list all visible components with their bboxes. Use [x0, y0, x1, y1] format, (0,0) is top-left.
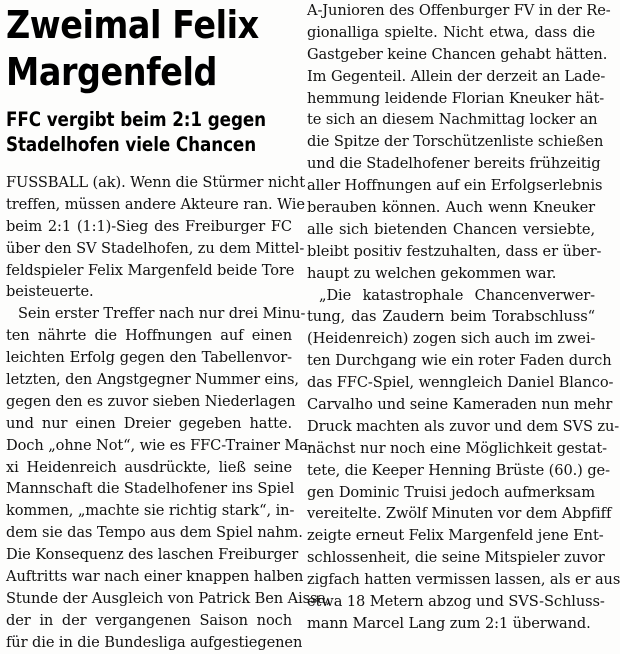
- text-line: aller Hoffnungen auf ein Erfolgserlebnis: [307, 177, 603, 195]
- text-line: berauben können. Auch wenn Kneuker: [307, 199, 595, 217]
- text-line: A-Junioren des Offenburger FV in der Re-: [307, 2, 611, 19]
- text-line: Carvalho und seine Kameraden nun mehr: [307, 396, 613, 414]
- text-line: über den SV Stadelhofen, zu dem Mittel-: [6, 239, 305, 257]
- text-line: leichten Erfolg gegen den Tabellenvor-: [6, 349, 292, 367]
- text-line: Gastgeber keine Chancen gehabt hätten.: [307, 45, 608, 63]
- text-line: Druck machten als zuvor und dem SVS zu-: [307, 417, 620, 435]
- text-line: vereitelte. Zwölf Minuten vor dem Abpfiff: [307, 505, 612, 523]
- text-line: „Die katastrophale Chancenverwer-: [319, 286, 595, 304]
- text-line: zeigte erneut Felix Margenfeld jene Ent-: [307, 527, 604, 545]
- right-column-body: [307, 0, 620, 635]
- text-line: kommen, „machte sie richtig stark“, in-: [6, 502, 295, 520]
- text-line: Doch „ohne Not“, wie es FFC-Trainer Ma-: [6, 436, 313, 454]
- text-line: hemmung leidende Florian Kneuker hät-: [307, 89, 605, 107]
- text-line: die Spitze der Torschützenliste schießen: [307, 133, 604, 151]
- text-line: FUSSBALL (ak). Wenn die Stürmer nicht: [6, 174, 305, 191]
- text-line: schlossenheit, die seine Mitspieler zuvor: [307, 549, 605, 567]
- text-line: und die Stadelhofener bereits frühzeitig: [307, 155, 601, 173]
- text-line: alle sich bietenden Chancen versiebte,: [307, 220, 595, 238]
- headline: [6, 2, 295, 96]
- text-line: gionalliga spielte. Nicht etwa, dass die: [307, 23, 595, 41]
- text-line: Die Konsequenz des laschen Freiburger: [6, 546, 299, 564]
- text-line: treffen, müssen andere Akteure ran. Wie: [6, 195, 305, 213]
- text-line: für die in die Bundesliga aufgestiegenen: [6, 633, 303, 651]
- text-line: tung, das Zaudern beim Torabschluss“: [307, 308, 595, 326]
- text-line: Im Gegenteil. Allein der derzeit an Lade-: [307, 67, 606, 85]
- headline-line-1: Zweimal Felix: [6, 3, 259, 47]
- text-line: das FFC-Spiel, wenngleich Daniel Blanco-: [307, 374, 614, 392]
- subheadline-line-2: Stadelhofen viele Chancen: [6, 133, 257, 156]
- text-line: ten Durchgang wie ein roter Faden durch: [307, 352, 612, 370]
- text-line: bleibt positiv festzuhalten, dass er über-: [307, 242, 602, 260]
- subheadline: [6, 107, 296, 157]
- text-line: Sein erster Treffer nach nur drei Minu-: [18, 305, 306, 323]
- left-column: [6, 0, 331, 654]
- text-line: der in der vergangenen Saison noch: [6, 611, 292, 629]
- text-line: mann Marcel Lang zum 2:1 überwand.: [307, 614, 591, 632]
- text-line: (Heidenreich) zogen sich auch im zwei-: [307, 330, 596, 348]
- subheadline-line-1: FFC vergibt beim 2:1 gegen: [6, 108, 267, 131]
- text-line: letzten, den Angstgegner Nummer eins,: [6, 371, 299, 389]
- text-line: haupt zu welchen gekommen war.: [307, 264, 557, 282]
- text-line: beim 2:1 (1:1)-Sieg des Freiburger FC: [6, 217, 292, 235]
- text-line: dem sie das Tempo aus dem Spiel nahm.: [6, 524, 303, 542]
- left-column-body: [6, 172, 331, 654]
- headline-line-2: Margenfeld: [6, 50, 217, 94]
- text-line: Stunde der Ausgleich von Patrick Ben Aissa,: [6, 589, 331, 607]
- text-line: beisteuerte.: [6, 283, 94, 301]
- text-line: feldspieler Felix Margenfeld beide Tore: [6, 261, 295, 279]
- text-line: zigfach hatten vermissen lassen, als er aus: [307, 571, 620, 589]
- text-line: gegen den es zuvor sieben Niederlagen: [6, 392, 296, 410]
- text-line: tete, die Keeper Henning Brüste (60.) ge-: [307, 461, 610, 479]
- text-line: gen Dominic Truisi jedoch aufmerksam: [307, 483, 595, 501]
- text-line: Mannschaft die Stadelhofener ins Spiel: [6, 480, 295, 498]
- text-line: nächst nur noch eine Möglichkeit gestat-: [307, 439, 607, 457]
- text-line: xi Heidenreich ausdrückte, ließ seine: [6, 458, 292, 476]
- text-line: etwa 18 Metern abzog und SVS-Schluss-: [307, 593, 605, 611]
- text-line: ten nährte die Hoffnungen auf einen: [6, 327, 292, 345]
- text-line: und nur einen Dreier gegeben hatte.: [6, 414, 292, 432]
- text-line: Auftritts war nach einer knappen halben: [6, 568, 304, 586]
- text-line: te sich an diesem Nachmittag locker an: [307, 111, 598, 129]
